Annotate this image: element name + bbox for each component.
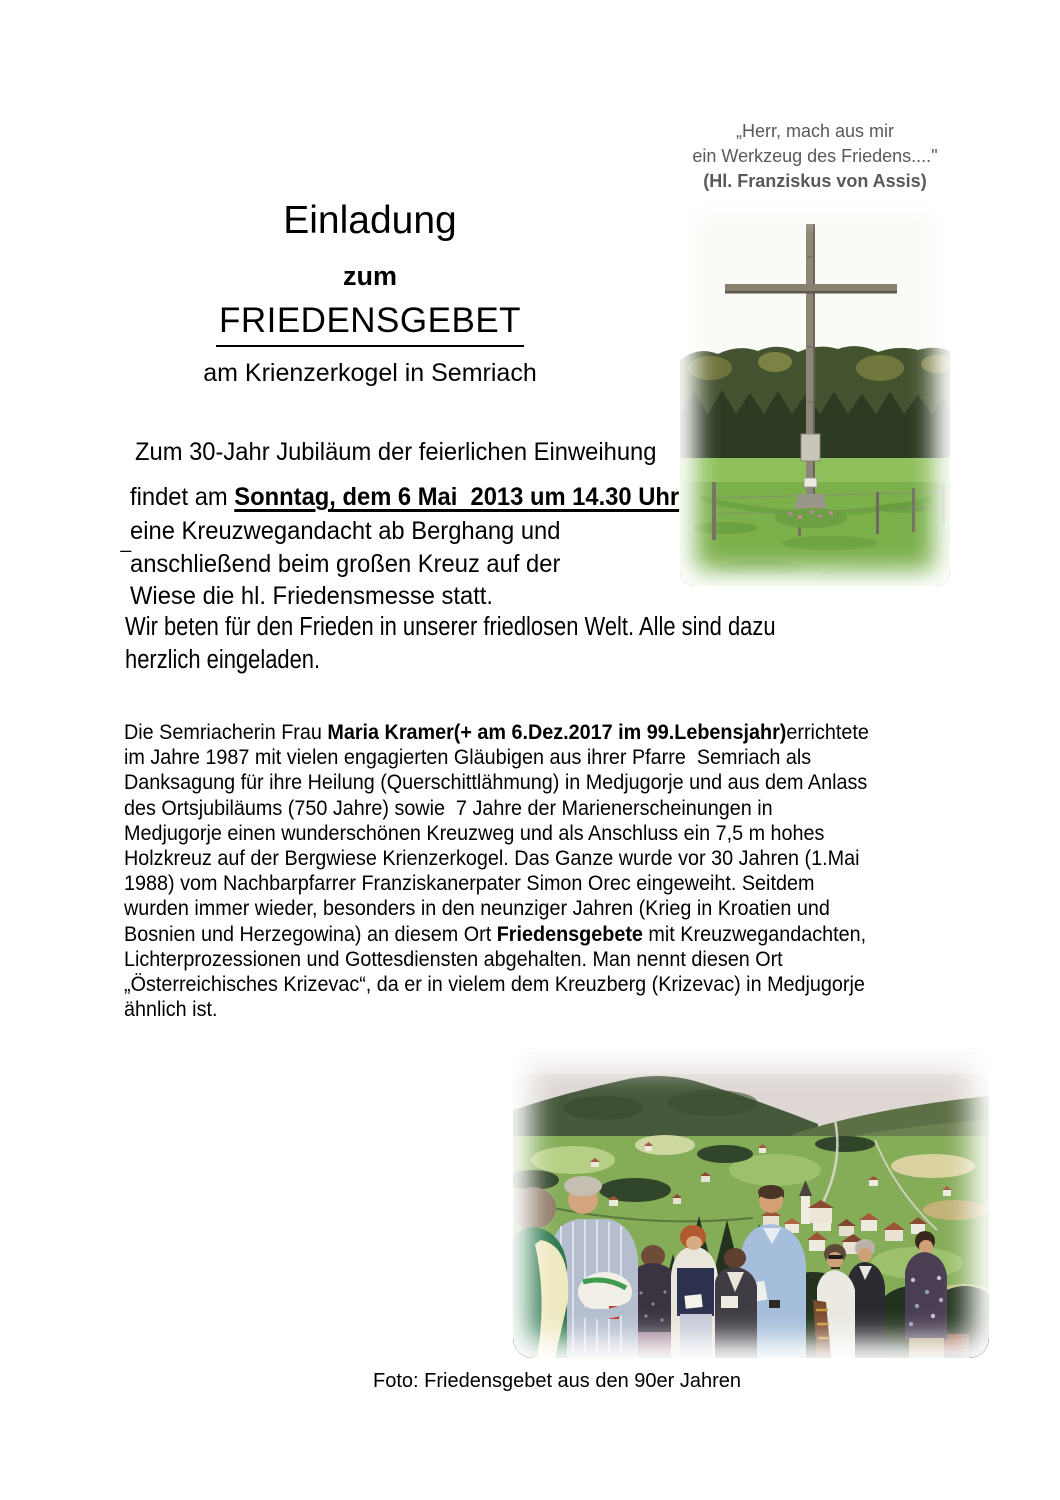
program-line: Wiese die hl. Friedensmesse statt. <box>130 582 493 610</box>
stray-underscore: _ <box>120 531 132 553</box>
date-line-prefix: findet am <box>130 483 235 511</box>
group-photo <box>513 1048 989 1358</box>
date-line <box>130 483 679 512</box>
quote-line: „Herr, mach aus mir <box>735 121 895 141</box>
invitation-line: Wir beten für den Frieden in unserer friedlosen Welt. Alle sind dazu <box>125 613 776 641</box>
event-location: am Krienzerkogel in Semriach <box>203 359 537 387</box>
franziskus-quote <box>655 119 975 194</box>
group-photo-illustration <box>513 1048 989 1358</box>
quote-line: ein Werkzeug des Friedens...." <box>692 146 938 166</box>
history-line: Medjugorje einen wunderschönen Kreuzweg und als Anschluss ein 7,5 m hohes <box>124 820 825 845</box>
program-line: _ eine Kreuzwegandacht ab Berghang und <box>130 515 560 548</box>
history-paragraph <box>124 720 869 1022</box>
program-line: anschließend beim großen Kreuz auf der <box>130 549 561 578</box>
history-line: des Ortsjubiläums (750 Jahre) sowie 7 Jahre der Marienerscheinungen in <box>124 795 773 820</box>
page-title: Einladung <box>283 199 457 242</box>
history-line: Lichterprozessionen und Gottesdiensten abgehalten. Man nennt diesen Ort <box>124 946 783 971</box>
bold-maria-kramer: Maria Kramer(+ am 6.Dez.2017 im 99.Lebensjahr) <box>327 720 787 744</box>
event-title <box>70 301 670 347</box>
photo-caption: Foto: Friedensgebet aus den 90er Jahren <box>373 1370 742 1392</box>
cross-photo-illustration <box>680 196 950 586</box>
event-date: Sonntag, dem 6 Mai 2013 um 14.30 Uhr <box>234 483 680 511</box>
cross-photo <box>680 196 950 586</box>
history-line: „Österreichisches Krizevac“, da er in vielem dem Kreuzberg (Krizevac) in Medjugorje <box>124 972 865 997</box>
history-line: im Jahre 1987 mit vielen engagierten Gläubigen aus ihrer Pfarre Semriach als <box>124 745 812 770</box>
history-line: ähnlich ist. <box>124 997 218 1022</box>
quote-attribution: (Hl. Franziskus von Assis) <box>703 171 927 191</box>
event-title-text: FRIEDENSGEBET <box>216 301 524 347</box>
program-lines <box>120 515 561 613</box>
bold-friedensgebete: Friedensgebete <box>496 921 643 946</box>
history-line: Bosnien und Herzegowina) an diesem Ort Friedensgebete mit Kreuzwegandachten, <box>124 921 867 946</box>
jubilee-line: Zum 30-Jahr Jubiläum der feierlichen Einweihung <box>135 438 657 466</box>
history-line: 1988) vom Nachbarpfarrer Franziskanerpater Simon Orec eingeweiht. Seitdem <box>124 871 815 896</box>
invitation-line: herzlich eingeladen. <box>125 646 321 674</box>
history-line: Danksagung für ihre Heilung (Querschittlähmung) in Medjugorje und aus dem Anlass <box>124 770 868 795</box>
history-line: Holzkreuz auf der Bergwiese Krienzerkogel. Das Ganze wurde vor 30 Jahren (1.Mai <box>124 846 860 871</box>
title-zum: zum <box>343 261 397 291</box>
history-line: Die Semriacherin Frau Maria Kramer(+ am 6.Dez.2017 im 99.Lebensjahr)errichtete <box>124 720 869 744</box>
invitation-text <box>125 611 776 677</box>
history-line: wurden immer wieder, besonders in den neunziger Jahren (Krieg in Kroatien und <box>124 896 830 921</box>
